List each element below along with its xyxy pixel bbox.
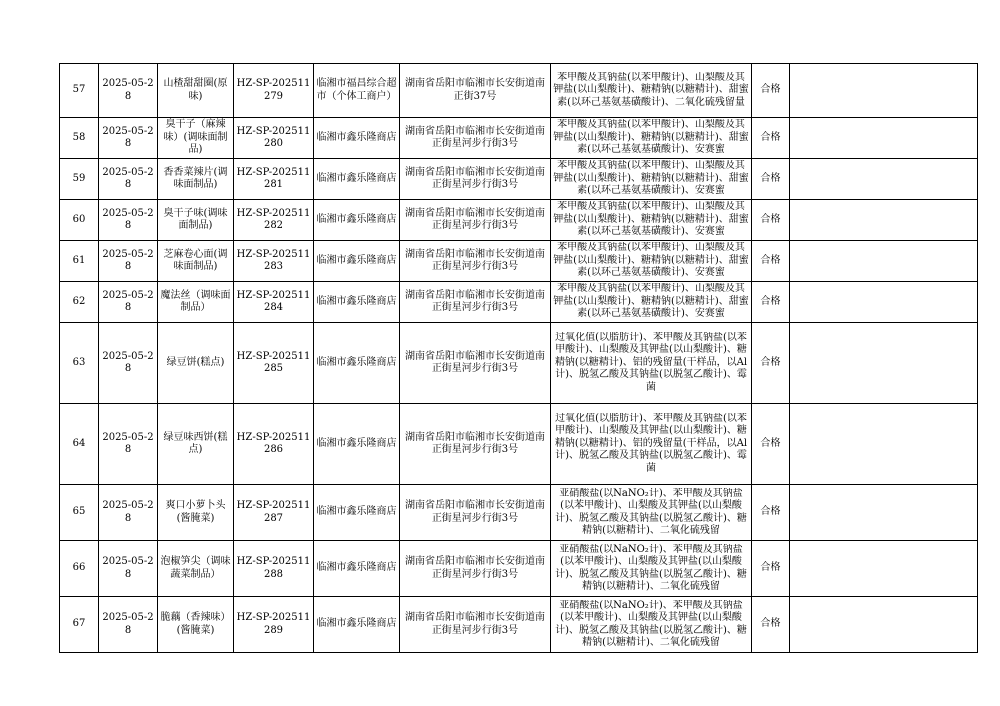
table-row bbox=[60, 282, 978, 323]
table-row bbox=[60, 241, 978, 282]
sample-code: HZ-SP-202511286 bbox=[234, 404, 314, 485]
test-items: 亚硝酸盐(以NaNO₂计)、苯甲酸及其钠盐(以苯甲酸计)、山梨酸及其钾盐(以山梨酸计)、脱氢乙酸及其钠盐(以脱氢乙酸计)、糖精钠(以糖精计)、二氧化硫残留 bbox=[555, 599, 747, 648]
remark bbox=[790, 404, 978, 485]
row-number: 61 bbox=[60, 241, 99, 282]
test-items-cell bbox=[551, 64, 752, 118]
unit-address: 湖南省岳阳市临湘市长安街道南正街星河步行街3号 bbox=[400, 323, 551, 404]
sampling-date: 2025-05-28 bbox=[99, 323, 158, 404]
remark bbox=[790, 282, 978, 323]
sample-name: 爽口小萝卜头(酱腌菜) bbox=[158, 485, 234, 541]
sampling-date: 2025-05-28 bbox=[99, 118, 158, 159]
remark bbox=[790, 159, 978, 200]
test-items: 苯甲酸及其钠盐(以苯甲酸计)、山梨酸及其钾盐(以山梨酸计)、糖精钠(以糖精计)、甜蜜素(以环己基氨基磺酸计)、安赛蜜 bbox=[553, 160, 749, 197]
sampled-unit: 临湘市鑫乐隆商店 bbox=[314, 282, 400, 323]
sampling-date: 2025-05-28 bbox=[99, 64, 158, 118]
row-number: 58 bbox=[60, 118, 99, 159]
table-row bbox=[60, 485, 978, 541]
test-items-cell bbox=[551, 597, 752, 653]
test-items: 过氧化值(以脂肪计)、苯甲酸及其钠盐(以苯甲酸计)、山梨酸及其钾盐(以山梨酸计)、糖精钠(以糖精计)、铝的残留量(干样品，以Al计)、脱氢乙酸及其钠盐(以脱氢乙酸计)、霉菌 bbox=[554, 331, 748, 393]
row-number: 67 bbox=[60, 597, 99, 653]
unit-address: 湖南省岳阳市临湘市长安街道南正街星河步行街3号 bbox=[400, 200, 551, 241]
sampling-date: 2025-05-28 bbox=[99, 241, 158, 282]
row-number: 66 bbox=[60, 541, 99, 597]
sample-name: 臭干子（麻辣味）(调味面制品) bbox=[158, 118, 234, 159]
sampling-date: 2025-05-28 bbox=[99, 541, 158, 597]
test-items-cell bbox=[551, 241, 752, 282]
sample-code: HZ-SP-202511287 bbox=[234, 485, 314, 541]
sampling-date: 2025-05-28 bbox=[99, 404, 158, 485]
test-items: 苯甲酸及其钠盐(以苯甲酸计)、山梨酸及其钾盐(以山梨酸计)、糖精钠(以糖精计)、甜蜜素(以环己基氨基磺酸计)、安赛蜜 bbox=[553, 242, 749, 279]
sample-code: HZ-SP-202511288 bbox=[234, 541, 314, 597]
remark bbox=[790, 485, 978, 541]
row-number: 65 bbox=[60, 485, 99, 541]
test-items-cell bbox=[551, 118, 752, 159]
test-items: 苯甲酸及其钠盐(以苯甲酸计)、山梨酸及其钾盐(以山梨酸计)、糖精钠(以糖精计)、甜蜜素(以环己基氨基磺酸计)、安赛蜜 bbox=[553, 201, 749, 238]
test-items: 亚硝酸盐(以NaNO₂计)、苯甲酸及其钠盐(以苯甲酸计)、山梨酸及其钾盐(以山梨酸计)、脱氢乙酸及其钠盐(以脱氢乙酸计)、糖精钠(以糖精计)、二氧化硫残留 bbox=[555, 487, 747, 536]
sample-code: HZ-SP-202511280 bbox=[234, 118, 314, 159]
sampling-date: 2025-05-28 bbox=[99, 597, 158, 653]
table-row bbox=[60, 64, 978, 118]
sample-code: HZ-SP-202511283 bbox=[234, 241, 314, 282]
remark bbox=[790, 541, 978, 597]
sample-code: HZ-SP-202511281 bbox=[234, 159, 314, 200]
sampling-date: 2025-05-28 bbox=[99, 485, 158, 541]
test-result: 合格 bbox=[752, 241, 790, 282]
table-row bbox=[60, 597, 978, 653]
sampled-unit: 临湘市福昌综合超市（个体工商户） bbox=[314, 64, 400, 118]
sample-code: HZ-SP-202511279 bbox=[234, 64, 314, 118]
table-row bbox=[60, 200, 978, 241]
sampled-unit: 临湘市鑫乐隆商店 bbox=[314, 541, 400, 597]
unit-address: 湖南省岳阳市临湘市长安街道南正街37号 bbox=[400, 64, 551, 118]
unit-address: 湖南省岳阳市临湘市长安街道南正街星河步行街3号 bbox=[400, 541, 551, 597]
sampled-unit: 临湘市鑫乐隆商店 bbox=[314, 200, 400, 241]
unit-address: 湖南省岳阳市临湘市长安街道南正街星河步行街3号 bbox=[400, 118, 551, 159]
sample-name: 脆藕（香辣味）(酱腌菜) bbox=[158, 597, 234, 653]
test-result: 合格 bbox=[752, 200, 790, 241]
test-items: 亚硝酸盐(以NaNO₂计)、苯甲酸及其钠盐(以苯甲酸计)、山梨酸及其钾盐(以山梨酸计)、脱氢乙酸及其钠盐(以脱氢乙酸计)、糖精钠(以糖精计)、二氧化硫残留 bbox=[555, 543, 747, 592]
sample-code: HZ-SP-202511285 bbox=[234, 323, 314, 404]
sample-name: 香香菜辣片(调味面制品) bbox=[158, 159, 234, 200]
test-items-cell bbox=[551, 282, 752, 323]
test-items-cell bbox=[551, 323, 752, 404]
sample-name: 臭干子味(调味面制品) bbox=[158, 200, 234, 241]
remark bbox=[790, 200, 978, 241]
test-result: 合格 bbox=[752, 597, 790, 653]
remark bbox=[790, 597, 978, 653]
sample-name: 泡椒笋尖（调味蔬菜制品） bbox=[158, 541, 234, 597]
sample-name: 绿豆味西饼(糕点) bbox=[158, 404, 234, 485]
row-number: 57 bbox=[60, 64, 99, 118]
unit-address: 湖南省岳阳市临湘市长安街道南正街星河步行街3号 bbox=[400, 485, 551, 541]
table-row bbox=[60, 541, 978, 597]
test-result: 合格 bbox=[752, 159, 790, 200]
sample-code: HZ-SP-202511282 bbox=[234, 200, 314, 241]
sampling-date: 2025-05-28 bbox=[99, 200, 158, 241]
remark bbox=[790, 241, 978, 282]
unit-address: 湖南省岳阳市临湘市长安街道南正街星河步行街3号 bbox=[400, 159, 551, 200]
sample-code: HZ-SP-202511284 bbox=[234, 282, 314, 323]
row-number: 64 bbox=[60, 404, 99, 485]
sample-name: 芝麻卷心面(调味面制品) bbox=[158, 241, 234, 282]
unit-address: 湖南省岳阳市临湘市长安街道南正街星河步行街3号 bbox=[400, 282, 551, 323]
test-items: 过氧化值(以脂肪计)、苯甲酸及其钠盐(以苯甲酸计)、山梨酸及其钾盐(以山梨酸计)、糖精钠(以糖精计)、铝的残留量(干样品，以Al计)、脱氢乙酸及其钠盐(以脱氢乙酸计)、霉菌 bbox=[554, 412, 748, 474]
sample-name: 山楂甜甜圈(原味) bbox=[158, 64, 234, 118]
row-number: 59 bbox=[60, 159, 99, 200]
table-row bbox=[60, 404, 978, 485]
test-items-cell bbox=[551, 159, 752, 200]
table-row bbox=[60, 323, 978, 404]
test-result: 合格 bbox=[752, 118, 790, 159]
sampled-unit: 临湘市鑫乐隆商店 bbox=[314, 485, 400, 541]
test-items: 苯甲酸及其钠盐(以苯甲酸计)、山梨酸及其钾盐(以山梨酸计)、糖精钠(以糖精计)、甜蜜素(以环己基氨基磺酸计)、安赛蜜 bbox=[553, 119, 749, 156]
sampled-unit: 临湘市鑫乐隆商店 bbox=[314, 323, 400, 404]
test-result: 合格 bbox=[752, 485, 790, 541]
test-result: 合格 bbox=[752, 282, 790, 323]
test-items-cell bbox=[551, 485, 752, 541]
test-items-cell bbox=[551, 404, 752, 485]
unit-address: 湖南省岳阳市临湘市长安街道南正街星河步行街3号 bbox=[400, 404, 551, 485]
test-items: 苯甲酸及其钠盐(以苯甲酸计)、山梨酸及其钾盐(以山梨酸计)、糖精钠(以糖精计)、甜蜜素(以环己基氨基磺酸计)、安赛蜜 bbox=[553, 283, 749, 320]
sampled-unit: 临湘市鑫乐隆商店 bbox=[314, 118, 400, 159]
test-result: 合格 bbox=[752, 541, 790, 597]
table-row bbox=[60, 118, 978, 159]
test-result: 合格 bbox=[752, 64, 790, 118]
sample-code: HZ-SP-202511289 bbox=[234, 597, 314, 653]
remark bbox=[790, 64, 978, 118]
sample-name: 魔法丝（调味面制品） bbox=[158, 282, 234, 323]
unit-address: 湖南省岳阳市临湘市长安街道南正街星河步行街3号 bbox=[400, 597, 551, 653]
row-number: 62 bbox=[60, 282, 99, 323]
sample-name: 绿豆饼(糕点) bbox=[158, 323, 234, 404]
sampled-unit: 临湘市鑫乐隆商店 bbox=[314, 241, 400, 282]
remark bbox=[790, 118, 978, 159]
remark bbox=[790, 323, 978, 404]
row-number: 60 bbox=[60, 200, 99, 241]
inspection-results-table bbox=[59, 63, 978, 653]
test-items: 苯甲酸及其钠盐(以苯甲酸计)、山梨酸及其钾盐(以山梨酸计)、糖精钠(以糖精计)、甜蜜素(以环己基氨基磺酸计)、二氧化硫残留量 bbox=[553, 71, 749, 108]
table-row bbox=[60, 159, 978, 200]
test-result: 合格 bbox=[752, 323, 790, 404]
sampling-date: 2025-05-28 bbox=[99, 282, 158, 323]
sampled-unit: 临湘市鑫乐隆商店 bbox=[314, 597, 400, 653]
sampling-date: 2025-05-28 bbox=[99, 159, 158, 200]
sampled-unit: 临湘市鑫乐隆商店 bbox=[314, 404, 400, 485]
test-result: 合格 bbox=[752, 404, 790, 485]
test-items-cell bbox=[551, 541, 752, 597]
unit-address: 湖南省岳阳市临湘市长安街道南正街星河步行街3号 bbox=[400, 241, 551, 282]
sampled-unit: 临湘市鑫乐隆商店 bbox=[314, 159, 400, 200]
test-items-cell bbox=[551, 200, 752, 241]
row-number: 63 bbox=[60, 323, 99, 404]
